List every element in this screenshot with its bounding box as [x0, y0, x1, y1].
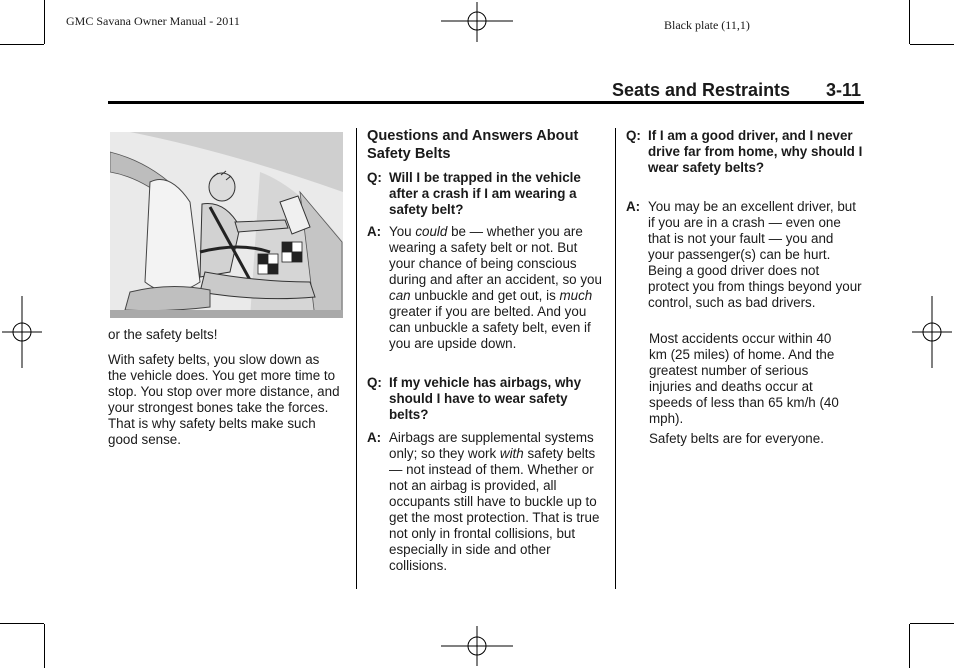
registration-target-icon — [441, 626, 513, 666]
answer-item — [367, 430, 607, 574]
q-label: Q: — [626, 128, 641, 143]
answer-text-run: unbuckle and get out, is — [410, 288, 560, 303]
answer-text-run: You — [389, 224, 416, 239]
answer-text-run: be — whether you are wearing a safety belt or not. But your chance of being conscious during and after an accident, so you — [389, 224, 602, 287]
question-text: If my vehicle has airbags, why should I have to wear safety belts? — [389, 375, 582, 422]
crop-mark-icon — [0, 623, 44, 624]
answer-text-run: Airbags are supplemental systems only; so they work — [389, 430, 594, 461]
crash-test-illustration — [110, 132, 343, 318]
emphasis-text: with — [499, 446, 524, 461]
question-item — [626, 128, 863, 176]
question-text: Will I be trapped in the vehicle after a crash if I am wearing a safety belt? — [389, 170, 581, 217]
answer-text: You may be an excellent driver, but if you are in a crash — even one that is not your fault — you and your passenger(s) can be hurt. Being a good driver does not protect you from things beyond your control, such as bad drivers. — [648, 199, 862, 310]
a-label: A: — [367, 224, 382, 239]
body-paragraph: Most accidents occur within 40 km (25 miles) of home. And the greatest number of serious injuries and deaths occur at speeds of less than 65 km/h (40 mph). — [649, 331, 839, 426]
emphasis-text: much — [559, 288, 593, 303]
print-header-left: GMC Savana Owner Manual - 2011 — [66, 14, 240, 28]
a-label: A: — [626, 199, 641, 214]
body-paragraph: With safety belts, you slow down as the vehicle does. You get more time to stop. You stop over more distance, and your strongest bones take the forces. That is why safety belts make such good sense. — [108, 352, 340, 447]
crop-mark-icon — [910, 623, 954, 624]
emphasis-text: can — [389, 288, 411, 303]
column-divider — [356, 128, 357, 589]
registration-target-icon — [441, 2, 513, 42]
body-paragraph: or the safety belts! — [108, 327, 218, 342]
registration-target-icon — [2, 296, 42, 368]
crop-mark-icon — [909, 624, 910, 668]
crop-mark-icon — [909, 0, 910, 44]
crop-mark-icon — [44, 0, 45, 44]
answer-text-run: safety belts — not instead of them. Whether or not an airbag is provided, all occupants still have to buckle up to get the most protection. That is true not only in frontal collisions, but especially in side and other collisions. — [389, 446, 600, 573]
question-item — [367, 375, 609, 423]
crop-mark-icon — [44, 624, 45, 668]
print-header-right: Black plate (11,1) — [664, 18, 750, 32]
q-label: Q: — [367, 170, 382, 185]
a-label: A: — [367, 430, 382, 445]
column-divider — [615, 128, 616, 589]
question-item — [367, 170, 609, 218]
header-rule — [108, 101, 864, 104]
body-paragraph: Safety belts are for everyone. — [649, 431, 824, 446]
answer-item — [367, 224, 607, 352]
section-title: Seats and Restraints — [612, 80, 791, 100]
registration-target-icon — [912, 296, 952, 368]
crop-mark-icon — [0, 44, 44, 45]
section-heading: Questions and Answers About Safety Belts — [367, 128, 579, 162]
answer-item — [626, 199, 862, 311]
answer-text — [389, 224, 607, 352]
emphasis-text: could — [415, 224, 448, 239]
answer-text — [389, 430, 607, 574]
page-number: 3-11 — [826, 80, 862, 100]
answer-text-run: greater if you are belted. And you can unbuckle a safety belt, even if you are upside down. — [389, 304, 591, 351]
question-text: If I am a good driver, and I never drive far from home, why should I wear safety belts? — [648, 128, 863, 175]
crop-mark-icon — [910, 44, 954, 45]
q-label: Q: — [367, 375, 382, 390]
